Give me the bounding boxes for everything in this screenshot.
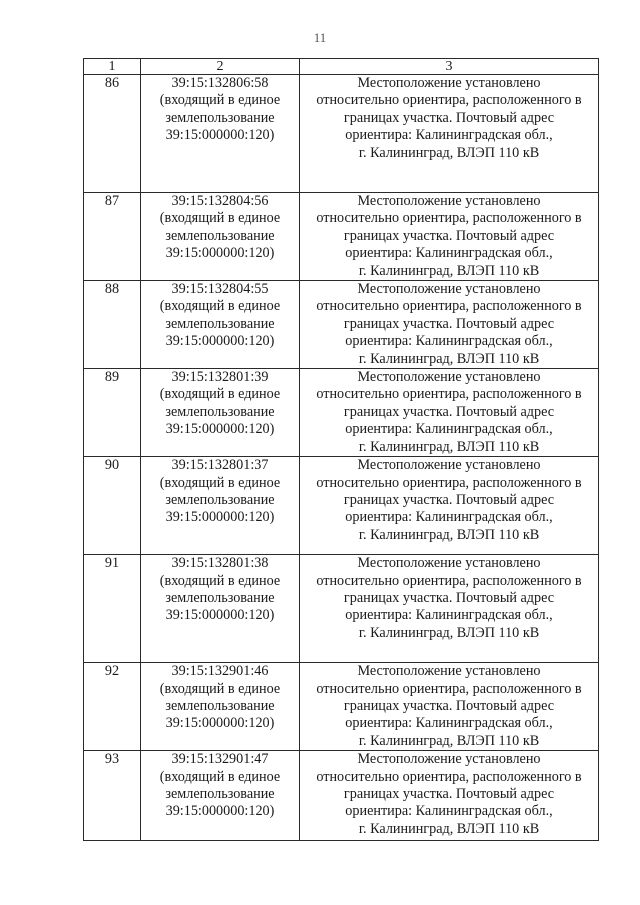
location-cell	[300, 75, 599, 193]
cadastral-number: 39:15:132901:47	[171, 751, 269, 768]
location-line: г. Калининград, ВЛЭП 110 кВ	[358, 438, 540, 455]
location-line: границах участка. Почтовый адрес	[343, 589, 555, 606]
location-line: ориентира: Калининградская обл.,	[345, 421, 553, 438]
location-line: Местоположение установлено	[357, 281, 541, 298]
row-number: 88	[84, 281, 141, 369]
cadastral-note-line: землепользование	[165, 491, 275, 508]
location-line: Местоположение установлено	[357, 555, 541, 572]
cadastral-note-line: землепользование	[165, 697, 275, 714]
cadastral-note-line: землепользование	[165, 227, 275, 244]
cadastral-number: 39:15:132804:55	[171, 281, 269, 298]
cadastral-note-line: 39:15:000000:120)	[165, 607, 275, 624]
cadastral-note-line: 39:15:000000:120)	[165, 509, 275, 526]
location-line: г. Калининград, ВЛЭП 110 кВ	[358, 350, 540, 367]
location-cell	[300, 751, 599, 841]
cadastral-note-line: 39:15:000000:120)	[165, 245, 275, 262]
table-row	[84, 369, 599, 457]
location-line: ориентира: Калининградская обл.,	[345, 509, 553, 526]
location-line: границах участка. Почтовый адрес	[343, 109, 555, 126]
table-row	[84, 193, 599, 281]
location-line: границах участка. Почтовый адрес	[343, 315, 555, 332]
cadastral-note-line: 39:15:000000:120)	[165, 333, 275, 350]
location-line: г. Калининград, ВЛЭП 110 кВ	[358, 144, 540, 161]
cadastral-note-line: (входящий в единое	[159, 680, 281, 697]
location-line: ориентира: Калининградская обл.,	[345, 245, 553, 262]
column-header-3: 3	[300, 59, 599, 75]
location-cell	[300, 555, 599, 663]
cadastral-note-line: землепользование	[165, 785, 275, 802]
cadastral-note-line: (входящий в единое	[159, 298, 281, 315]
location-line: ориентира: Калининградская обл.,	[345, 333, 553, 350]
land-plot-table	[83, 58, 599, 841]
location-line: границах участка. Почтовый адрес	[343, 785, 555, 802]
location-line: Местоположение установлено	[357, 751, 541, 768]
cadastral-cell	[141, 75, 300, 193]
location-line: относительно ориентира, расположенного в	[316, 298, 582, 315]
location-line: относительно ориентира, расположенного в	[316, 92, 582, 109]
location-line: г. Калининград, ВЛЭП 110 кВ	[358, 624, 540, 641]
row-number: 93	[84, 751, 141, 841]
cadastral-number: 39:15:132801:38	[171, 555, 269, 572]
location-cell	[300, 193, 599, 281]
location-line: г. Калининград, ВЛЭП 110 кВ	[358, 820, 540, 837]
cadastral-note-line: (входящий в единое	[159, 572, 281, 589]
cadastral-cell	[141, 457, 300, 555]
cadastral-note-line: (входящий в единое	[159, 474, 281, 491]
location-line: Местоположение установлено	[357, 663, 541, 680]
location-line: границах участка. Почтовый адрес	[343, 491, 555, 508]
location-line: относительно ориентира, расположенного в	[316, 680, 582, 697]
cadastral-note-line: (входящий в единое	[159, 210, 281, 227]
location-line: ориентира: Калининградская обл.,	[345, 607, 553, 624]
location-line: относительно ориентира, расположенного в	[316, 474, 582, 491]
cadastral-note-line: землепользование	[165, 589, 275, 606]
table-header-row	[84, 59, 599, 75]
location-cell	[300, 663, 599, 751]
location-line: относительно ориентира, расположенного в	[316, 210, 582, 227]
location-line: Местоположение установлено	[357, 457, 541, 474]
table-row	[84, 281, 599, 369]
location-line: Местоположение установлено	[357, 75, 541, 91]
table-row	[84, 75, 599, 193]
location-line: Местоположение установлено	[357, 369, 541, 386]
cadastral-note-line: (входящий в единое	[159, 768, 281, 785]
row-number: 89	[84, 369, 141, 457]
row-number: 87	[84, 193, 141, 281]
table-row	[84, 555, 599, 663]
row-number: 90	[84, 457, 141, 555]
cadastral-cell	[141, 281, 300, 369]
row-number: 91	[84, 555, 141, 663]
table-row	[84, 663, 599, 751]
cadastral-note-line: 39:15:000000:120)	[165, 803, 275, 820]
location-line: ориентира: Калининградская обл.,	[345, 803, 553, 820]
location-line: границах участка. Почтовый адрес	[343, 227, 555, 244]
cadastral-note-line: 39:15:000000:120)	[165, 421, 275, 438]
table-row	[84, 751, 599, 841]
location-line: границах участка. Почтовый адрес	[343, 403, 555, 420]
cadastral-cell	[141, 555, 300, 663]
cadastral-cell	[141, 663, 300, 751]
cadastral-cell	[141, 751, 300, 841]
location-line: ориентира: Калининградская обл.,	[345, 715, 553, 732]
cadastral-note-line: 39:15:000000:120)	[165, 127, 275, 144]
location-line: г. Калининград, ВЛЭП 110 кВ	[358, 732, 540, 749]
location-line: относительно ориентира, расположенного в	[316, 572, 582, 589]
location-cell	[300, 281, 599, 369]
row-number: 92	[84, 663, 141, 751]
location-line: относительно ориентира, расположенного в	[316, 386, 582, 403]
cadastral-cell	[141, 369, 300, 457]
location-line: относительно ориентира, расположенного в	[316, 768, 582, 785]
cadastral-note-line: (входящий в единое	[159, 92, 281, 109]
cadastral-note-line: землепользование	[165, 315, 275, 332]
cadastral-note-line: землепользование	[165, 109, 275, 126]
column-header-1: 1	[84, 59, 141, 75]
cadastral-number: 39:15:132901:46	[171, 663, 269, 680]
cadastral-cell	[141, 193, 300, 281]
column-header-2: 2	[141, 59, 300, 75]
cadastral-note-line: (входящий в единое	[159, 386, 281, 403]
page-number: 11	[313, 30, 327, 45]
table-row	[84, 457, 599, 555]
location-line: Местоположение установлено	[357, 193, 541, 209]
cadastral-number: 39:15:132801:37	[171, 457, 269, 474]
location-line: г. Калининград, ВЛЭП 110 кВ	[358, 262, 540, 279]
location-line: границах участка. Почтовый адрес	[343, 697, 555, 714]
cadastral-note-line: 39:15:000000:120)	[165, 715, 275, 732]
cadastral-number: 39:15:132801:39	[171, 369, 269, 386]
location-line: г. Калининград, ВЛЭП 110 кВ	[358, 526, 540, 543]
row-number: 86	[84, 75, 141, 193]
location-cell	[300, 369, 599, 457]
cadastral-number: 39:15:132806:58	[171, 75, 269, 91]
location-cell	[300, 457, 599, 555]
cadastral-note-line: землепользование	[165, 403, 275, 420]
cadastral-number: 39:15:132804:56	[171, 193, 269, 209]
location-line: ориентира: Калининградская обл.,	[345, 127, 553, 144]
